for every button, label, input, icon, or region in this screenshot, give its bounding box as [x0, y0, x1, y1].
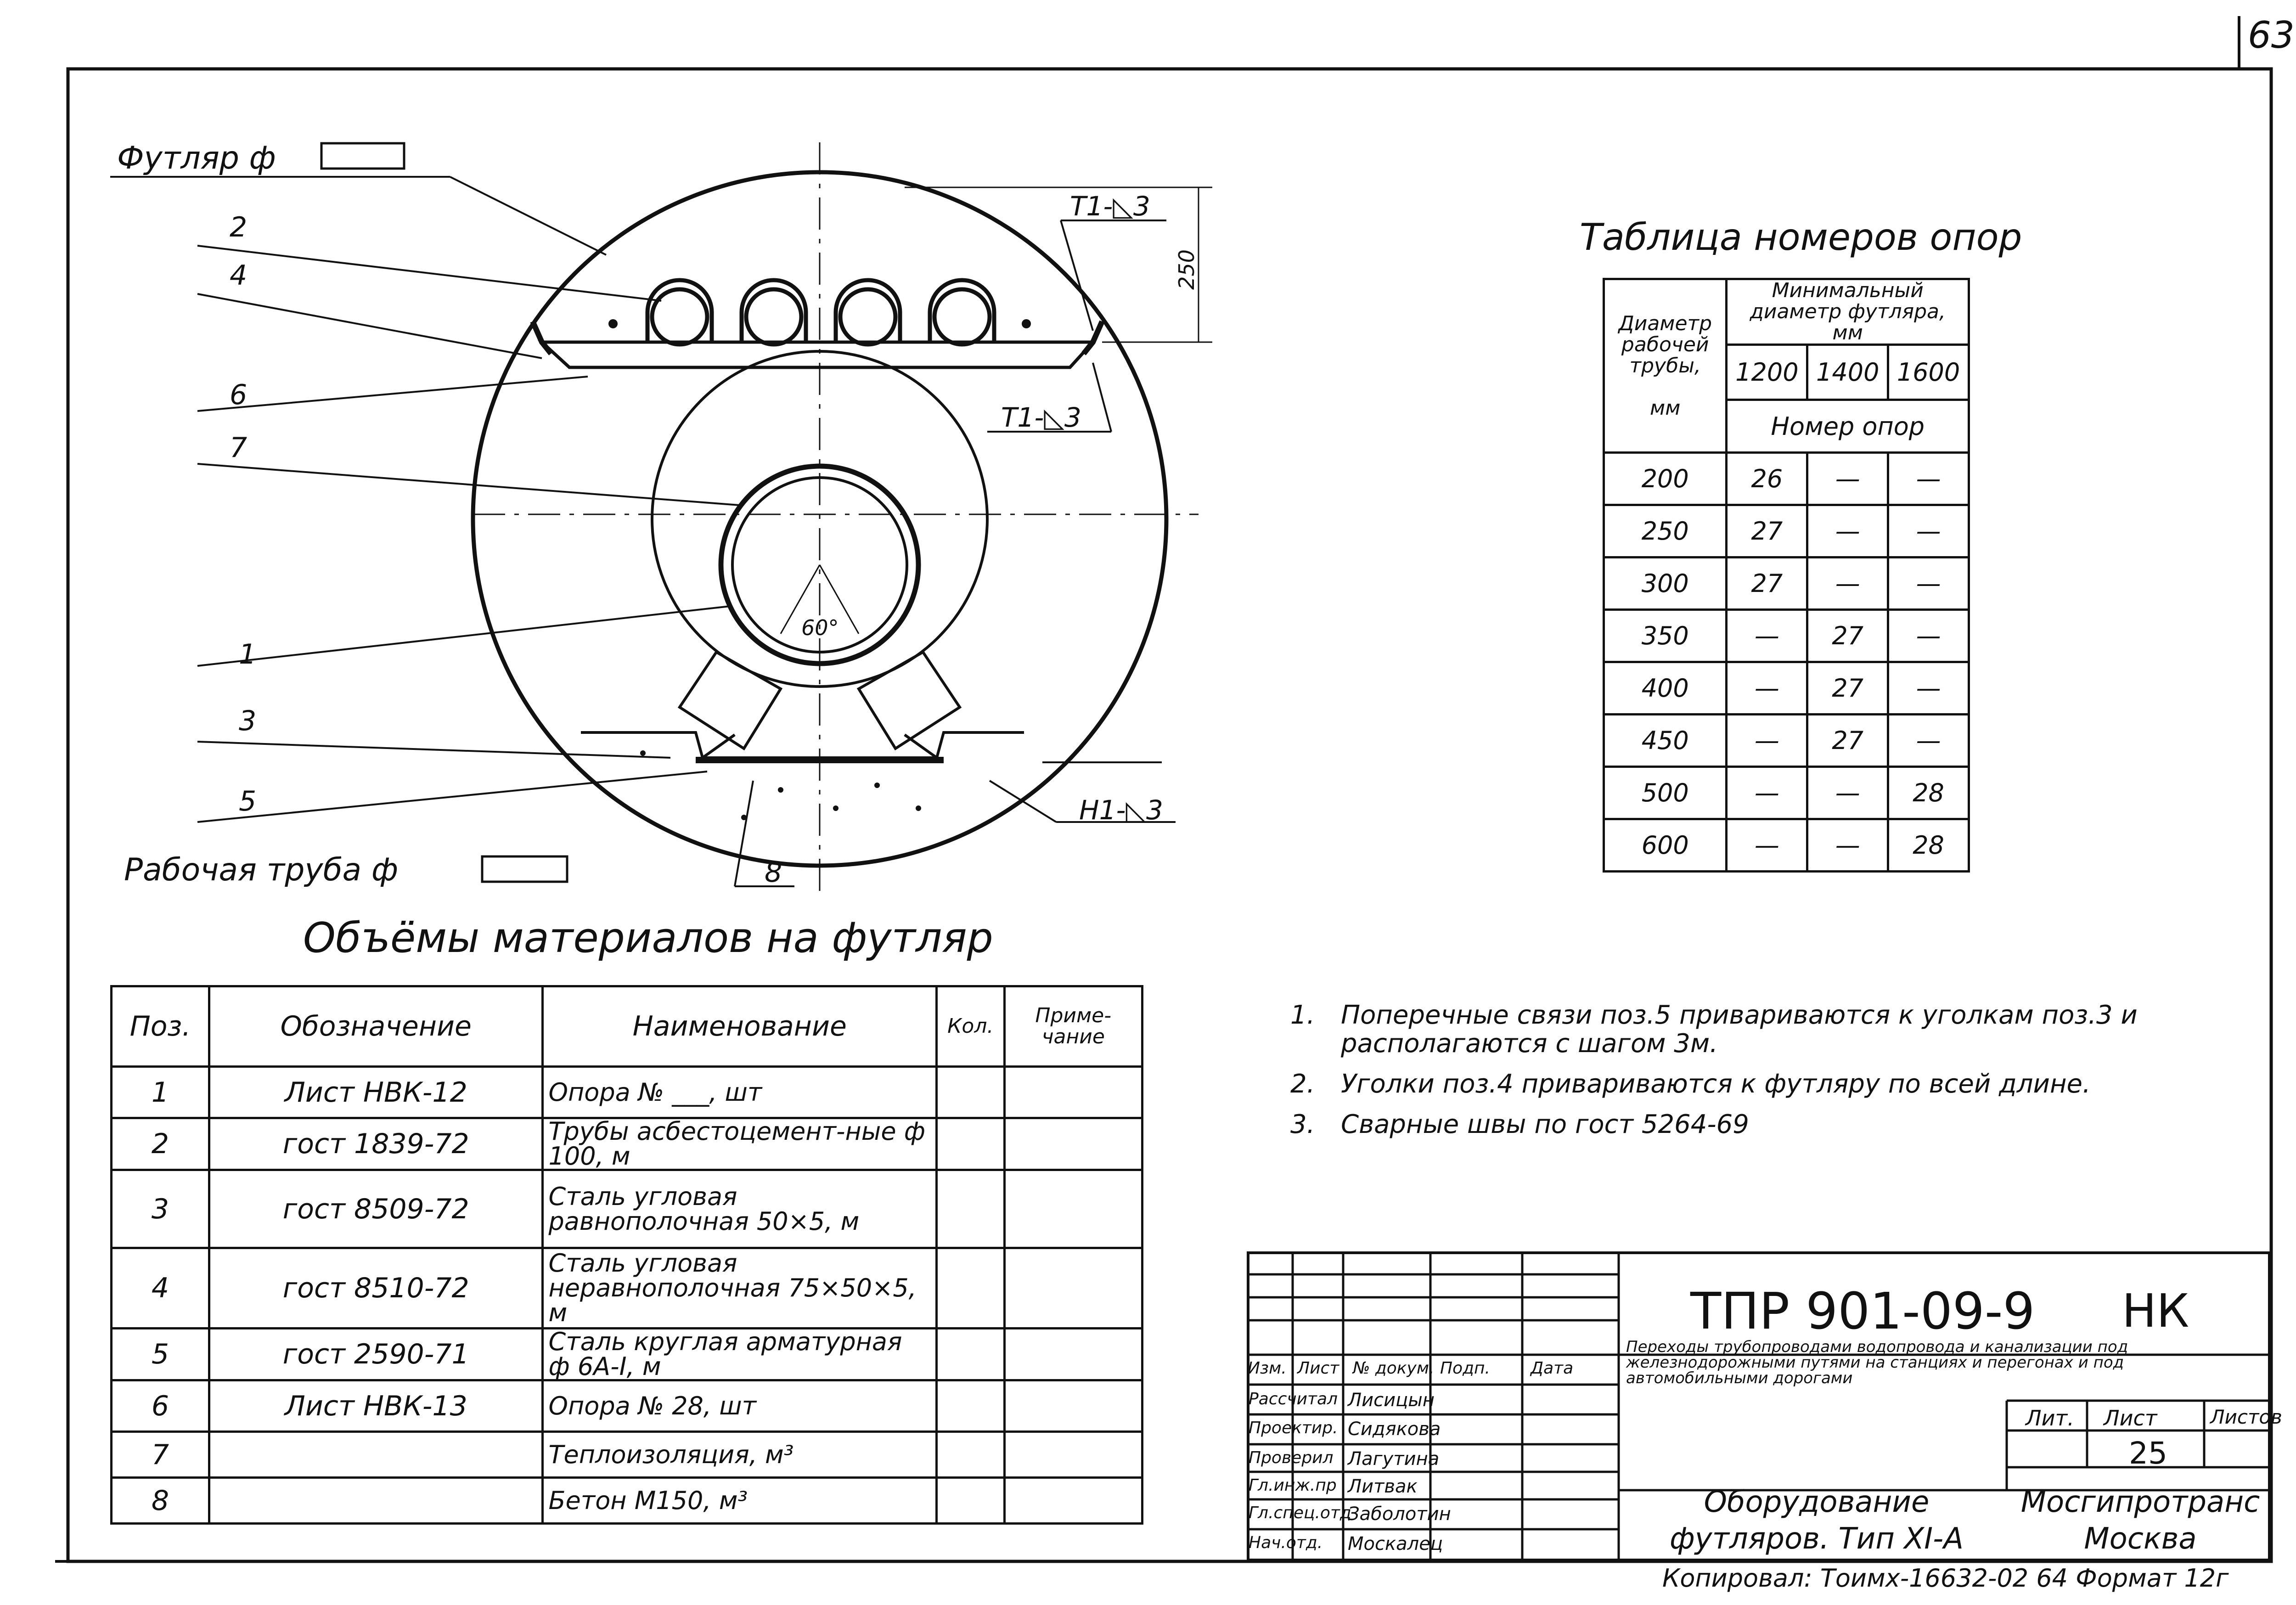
position-2: 2	[230, 211, 248, 243]
materials-row: 2 гост 1839-72 Трубы асбестоцемент-ные ф 100, м	[112, 1118, 1142, 1170]
stamp-role: Гл.инж.пр	[1249, 1476, 1337, 1495]
position-7: 7	[230, 432, 248, 464]
sheet-value: 25	[2129, 1436, 2167, 1471]
stamp-name: Литвак	[1348, 1476, 1418, 1497]
stamp-name: Заболотин	[1348, 1504, 1451, 1525]
position-4: 4	[230, 259, 248, 292]
support-table: Диаметр рабочей трубы, мм Минимальный диаметр футляра, мм 1200 1400 1600 Номер опор 200 26 — — 250 27 — — 300 27 — — 350 — 27 — 400 — 27 — 450 — 27 — 500 — — 28 600 — — 28	[1603, 278, 1970, 873]
note-item: 3. Сварные швы по гост 5264-69	[1290, 1109, 1749, 1139]
label-casing: Футляр ф	[117, 140, 276, 176]
min-diameter-header: Минимальный диаметр футляра, мм	[1727, 279, 1969, 345]
weld-mid-label: T1-◺3	[1001, 402, 1081, 433]
sheet-label: Лист	[2104, 1406, 2157, 1430]
stamp-role: Проверил	[1249, 1448, 1334, 1467]
angle-60: 60°	[801, 615, 839, 640]
materials-table: Поз. Обозначение Наименование Кол. Приме-чание 1 Лист НВК-12 Опора № ___, шт 2 гост 1839-72 Трубы асбестоцемент-ные ф 100, м 3 гост 8509-72 Сталь угловая равнополочная 50×5, м 4 гост 8510-72 Сталь угловая неравнополочная 75×50×5, м 5 гост 2590-71 Сталь круглая арматурная ф 6А-I, м 6 Лист НВК-13 Опора № 28, шт 7 Теплоизоляция, м³ 8 Бетон М150, м³	[110, 985, 1143, 1525]
weld-bottom-label: H1-◺3	[1079, 794, 1163, 826]
drawing-section: НК	[2122, 1284, 2189, 1338]
stamp-name: Лисицын	[1348, 1390, 1435, 1411]
support-row: 300 27 — —	[1604, 558, 1969, 610]
materials-row: 7 Теплоизоляция, м³	[112, 1432, 1142, 1478]
organization: Мосгипротранс Москва	[2020, 1485, 2260, 1556]
stamp-head-doc: № докум.	[1353, 1359, 1435, 1378]
sheets-label: Листов	[2210, 1406, 2282, 1428]
stamp-role: Рассчитал	[1249, 1390, 1338, 1408]
position-3: 3	[239, 705, 257, 737]
support-row: 400 — 27 —	[1604, 662, 1969, 715]
dimension-250: 250	[1174, 249, 1199, 290]
materials-row: 5 гост 2590-71 Сталь круглая арматурная ф 6А-I, м	[112, 1329, 1142, 1380]
support-col-header: Диаметр рабочей трубы, мм	[1604, 279, 1727, 453]
stamp-head-list: Лист	[1297, 1359, 1339, 1378]
position-1: 1	[239, 638, 257, 670]
stamp-role: Нач.отд.	[1249, 1533, 1323, 1552]
stamp-role: Гл.спец.отд	[1249, 1504, 1351, 1522]
stamp-head-izm: Изм.	[1248, 1359, 1287, 1378]
support-number-header: Номер опор	[1727, 400, 1969, 453]
weld-top-label: T1-◺3	[1070, 191, 1150, 222]
support-row: 500 — — 28	[1604, 767, 1969, 819]
materials-row: 6 Лист НВК-13 Опора № 28, шт	[112, 1380, 1142, 1432]
materials-title: Объёмы материалов на футляр	[303, 914, 993, 962]
drawing-code: ТПР 901-09-9	[1690, 1282, 2035, 1340]
title-block	[1247, 1251, 2282, 1561]
position-6: 6	[230, 379, 248, 411]
stamp-name: Сидякова	[1348, 1419, 1441, 1440]
stamp-head-date: Дата	[1531, 1359, 1574, 1378]
footer-copy: Копировал: Тоимх-16632-02 64 Формат 12г	[1662, 1564, 2229, 1593]
support-row: 200 26 — —	[1604, 453, 1969, 505]
stamp-name: Москалец	[1348, 1533, 1443, 1554]
support-row: 250 27 — —	[1604, 505, 1969, 558]
note-item: 2. Уголки поз.4 привариваются к футляру по всей длине.	[1290, 1069, 2091, 1099]
stamp-head-sign: Подп.	[1440, 1359, 1490, 1378]
notes	[1290, 1001, 2186, 1151]
materials-row: 4 гост 8510-72 Сталь угловая неравнополочная 75×50×5, м	[112, 1248, 1142, 1329]
materials-row: 3 гост 8509-72 Сталь угловая равнополочная 50×5, м	[112, 1170, 1142, 1248]
support-row: 450 — 27 —	[1604, 715, 1969, 767]
stamp-name: Лагутина	[1348, 1448, 1440, 1470]
materials-row: 8 Бетон М150, м³	[112, 1478, 1142, 1524]
note-item: 1. Поперечные связи поз.5 привариваются к уголкам поз.3 и располагаются с шагом 3м.	[1290, 1000, 2138, 1059]
support-row: 600 — — 28	[1604, 819, 1969, 872]
support-table-title: Таблица номеров опор	[1580, 216, 2022, 259]
support-row: 350 — 27 —	[1604, 610, 1969, 662]
position-5: 5	[239, 785, 257, 817]
label-working-pipe: Рабочая труба ф	[124, 852, 398, 888]
stamp-role: Проектир.	[1249, 1419, 1338, 1437]
drawing-title: Оборудование футляров. Тип XI-А	[1670, 1485, 1964, 1556]
lit-label: Лит.	[2026, 1406, 2074, 1430]
position-8: 8	[765, 856, 782, 889]
project-name: Переходы трубопроводами водопровода и канализации под железнодорожными путями на станциях и перегонах и под автомобильными дорогами	[1626, 1338, 2128, 1387]
sheet-number: 63	[2248, 14, 2295, 56]
materials-row: 1 Лист НВК-12 Опора № ___, шт	[112, 1067, 1142, 1118]
